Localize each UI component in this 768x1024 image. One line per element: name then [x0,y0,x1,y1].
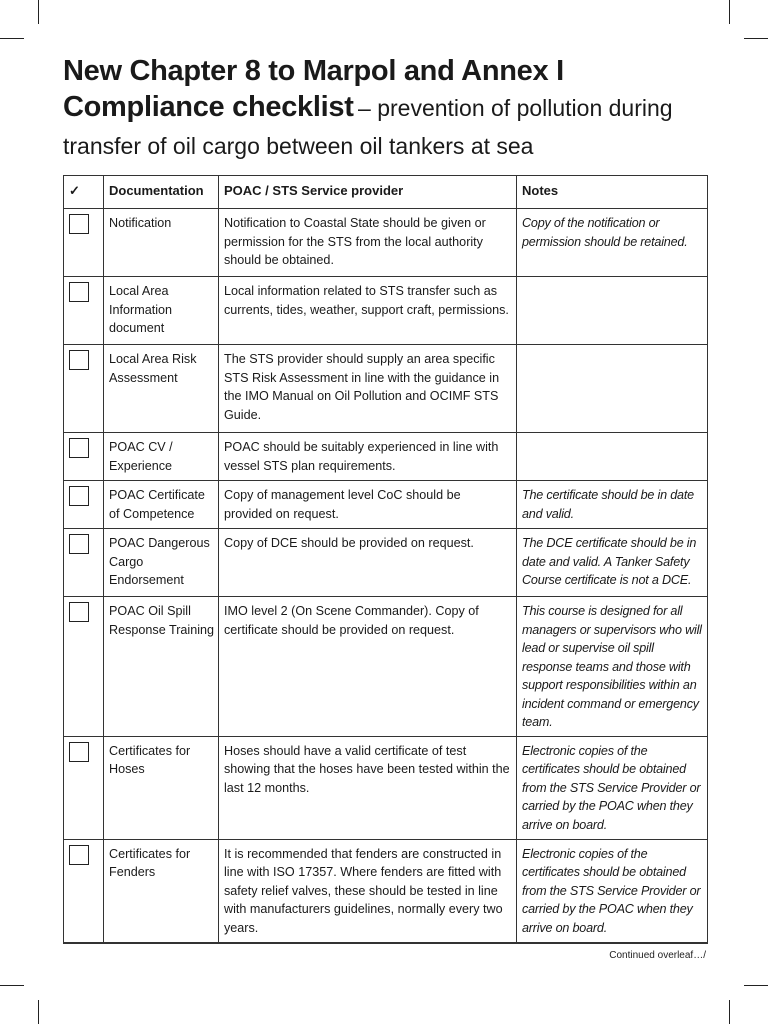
table-row [64,481,708,529]
row-checkbox[interactable] [69,214,89,234]
checkmark-icon: ✓ [64,176,104,209]
provider-cell: Local information related to STS transfer such as currents, tides, weather, support craft, permissions. [219,277,517,345]
documentation-cell: Local Area Information document [104,277,219,345]
row-checkbox[interactable] [69,742,89,762]
documentation-cell: Local Area Risk Assessment [104,345,219,433]
row-checkbox[interactable] [69,282,89,302]
row-checkbox[interactable] [69,486,89,506]
crop-mark [0,38,24,39]
notes-cell: Electronic copies of the certificates should be obtained from the STS Service Provider or carried by the POAC when they arrive on board. [517,839,708,943]
row-checkbox[interactable] [69,845,89,865]
row-checkbox[interactable] [69,350,89,370]
crop-mark [729,0,730,24]
provider-cell: Hoses should have a valid certificate of test showing that the hoses have been tested within the last 12 months. [219,736,517,839]
column-header: Notes [517,176,708,209]
notes-cell: This course is designed for all managers or supervisors who will lead or supervise oil spill response teams and those with support responsibilities within an incident command or emergency team. [517,597,708,737]
column-header: Documentation [104,176,219,209]
checkbox-cell [64,209,104,277]
crop-mark [0,985,24,986]
table-row [64,839,708,943]
checkbox-cell [64,277,104,345]
title-line2: Compliance checklist [63,91,354,123]
checkbox-cell [64,529,104,597]
provider-cell: IMO level 2 (On Scene Commander). Copy of certificate should be provided on request. [219,597,517,737]
table-row [64,345,708,433]
notes-cell [517,277,708,345]
provider-cell: POAC should be suitably experienced in line with vessel STS plan requirements. [219,433,517,481]
documentation-cell: Certificates for Fenders [104,839,219,943]
documentation-cell: POAC Oil Spill Response Training [104,597,219,737]
provider-cell: Copy of DCE should be provided on request. [219,529,517,597]
row-checkbox[interactable] [69,438,89,458]
notes-cell: Electronic copies of the certificates should be obtained from the STS Service Provider or carried by the POAC when they arrive on board. [517,736,708,839]
table-row [64,433,708,481]
documentation-cell: Certificates for Hoses [104,736,219,839]
checkbox-cell [64,433,104,481]
documentation-cell: POAC Dangerous Cargo Endorsement [104,529,219,597]
page-title [63,54,743,167]
continued-note: Continued overleaf…/ [609,950,706,961]
checkbox-cell [64,736,104,839]
row-checkbox[interactable] [69,534,89,554]
provider-cell: Notification to Coastal State should be given or permission for the STS from the local authority should be obtained. [219,209,517,277]
table-row [64,209,708,277]
checkbox-cell [64,481,104,529]
crop-mark [38,0,39,24]
crop-mark [744,985,768,986]
table-row [64,736,708,839]
checkbox-cell [64,345,104,433]
title-line1: New Chapter 8 to Marpol and Annex I [63,55,564,87]
provider-cell: The STS provider should supply an area specific STS Risk Assessment in line with the guidance in the IMO Manual on Oil Pollution and OCIMF STS Guide. [219,345,517,433]
notes-cell [517,433,708,481]
provider-cell: It is recommended that fenders are constructed in line with ISO 17357. Where fenders are fitted with safety relief valves, these should be tested in line with manufacturers guidelines, normally every two years. [219,839,517,943]
notes-cell [517,345,708,433]
documentation-cell: POAC CV / Experience [104,433,219,481]
notes-cell: Copy of the notification or permission should be retained. [517,209,708,277]
row-checkbox[interactable] [69,602,89,622]
documentation-cell: POAC Certificate of Competence [104,481,219,529]
crop-mark [729,1000,730,1024]
notes-cell: The certificate should be in date and valid. [517,481,708,529]
column-header: POAC / STS Service provider [219,176,517,209]
checkbox-cell [64,597,104,737]
table-row [64,597,708,737]
checkbox-cell [64,839,104,943]
table-row [64,529,708,597]
title-subtitle: – prevention of pollution during transfer of oil cargo between oil tankers at sea [63,95,673,159]
table-row [64,277,708,345]
crop-mark [744,38,768,39]
table-header-row [64,176,708,209]
provider-cell: Copy of management level CoC should be provided on request. [219,481,517,529]
notes-cell: The DCE certificate should be in date and valid. A Tanker Safety Course certificate is not a DCE. [517,529,708,597]
documentation-cell: Notification [104,209,219,277]
crop-mark [38,1000,39,1024]
compliance-table [63,175,708,944]
